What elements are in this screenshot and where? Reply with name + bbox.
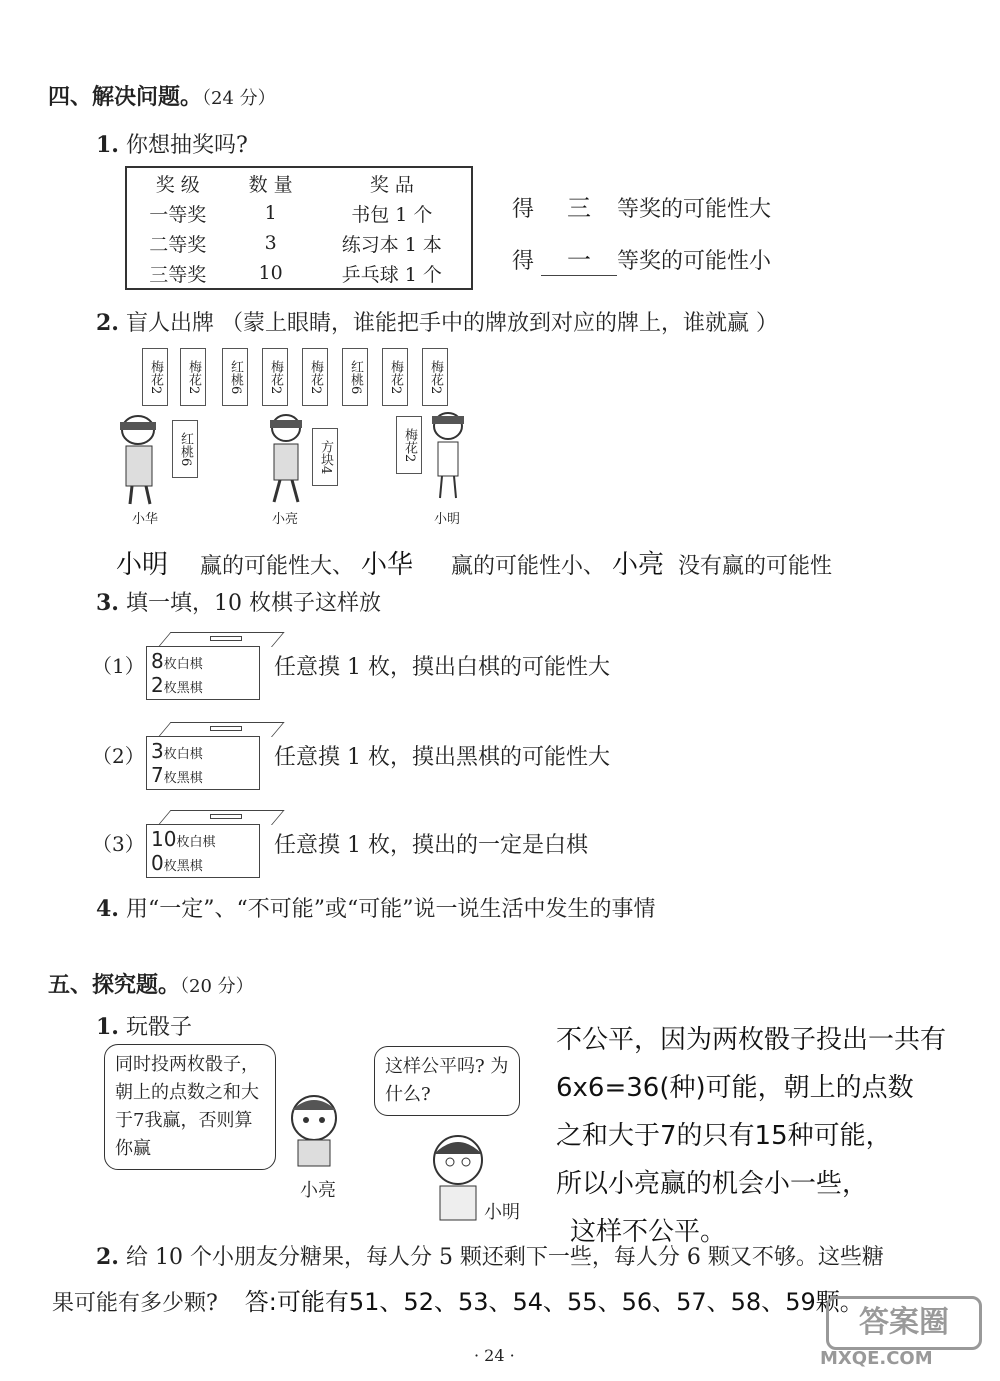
table-cell: 练习本 1 本 <box>341 233 442 256</box>
black-label: 枚黑棋 <box>163 859 203 874</box>
table-row <box>126 258 472 289</box>
speech-bubble-1: 同时投两枚骰子，朝上的点数之和大于7我赢，否则算你赢 <box>104 1044 276 1170</box>
q1-line2-prefix: 得 <box>512 249 535 274</box>
speech-bubble-2: 这样公平吗? 为什么? <box>374 1046 520 1116</box>
watermark-logo: 答案圈 <box>826 1296 982 1350</box>
white-count[interactable]: 8 <box>151 649 164 673</box>
table-row <box>126 228 472 258</box>
answer-line: 这样不公平。 <box>570 1217 727 1247</box>
white-count[interactable]: 3 <box>151 739 164 763</box>
q3-item2-desc: 任意摸 1 枚，摸出黑棋的可能性大 <box>274 745 610 770</box>
box-slot <box>210 726 242 731</box>
q1-line1 <box>512 188 771 223</box>
q3-number: 3. <box>96 590 119 616</box>
s5-q2-line1 <box>96 1240 884 1271</box>
q1-line2 <box>512 240 771 276</box>
black-count[interactable]: 7 <box>151 763 164 787</box>
card-top-7: 梅花2 <box>382 348 408 406</box>
s5-q1-title <box>96 1010 192 1041</box>
box-white-line <box>151 739 203 763</box>
q1-title <box>96 128 248 159</box>
answer-line: 不公平，因为两枚骰子投出一共有 <box>556 1025 947 1055</box>
card-top-2: 梅花2 <box>180 348 206 406</box>
q2-answer-line <box>116 544 832 581</box>
q3-item1-label: （1） <box>92 654 145 678</box>
header-prize: 奖 品 <box>369 173 414 196</box>
s5-q2-answer[interactable]: 答:可能有51、52、53、54、55、56、57、58、59颗。 <box>244 1288 864 1316</box>
box-front <box>146 646 260 700</box>
section4-heading <box>48 80 276 111</box>
kid-xiaohua-figure <box>108 408 178 508</box>
black-count[interactable]: 2 <box>151 673 164 697</box>
q2-number: 2. <box>96 310 119 336</box>
box-slot <box>210 636 242 641</box>
section5-title: 五、探究题。 <box>48 972 181 998</box>
box-black-line <box>151 851 203 875</box>
card-top-1: 梅花2 <box>142 348 168 406</box>
box-black-line <box>151 673 203 697</box>
box-white-line <box>151 649 203 673</box>
box-white-line <box>151 827 215 851</box>
q1-line2-suffix: 等奖的可能性小 <box>617 249 772 274</box>
table-cell: 书包 1 个 <box>351 203 433 226</box>
kid-name-3: 小明 <box>434 512 461 527</box>
card-top-5: 梅花2 <box>302 348 328 406</box>
section4-title: 四、解决问题。 <box>48 84 203 110</box>
black-label: 枚黑棋 <box>163 771 203 786</box>
box-front <box>146 824 260 878</box>
card-top-6: 红桃6 <box>342 348 368 406</box>
white-label: 枚白棋 <box>163 657 203 672</box>
box-front <box>146 736 260 790</box>
prize-table-header <box>126 167 472 198</box>
kid-name-2: 小亮 <box>272 512 299 527</box>
q2-text: 盲人出牌 （蒙上眼睛，谁能把手中的牌放到对应的牌上，谁就赢 ） <box>125 311 778 336</box>
table-cell: 3 <box>264 232 277 254</box>
section5-points: （20 分） <box>180 976 254 997</box>
table-cell: 三等奖 <box>149 263 207 286</box>
q2-answer-text2: 赢的可能性小、 <box>451 554 606 579</box>
s5-q2-number: 2. <box>96 1244 119 1270</box>
white-label: 枚白棋 <box>176 835 216 850</box>
card-top-3: 红桃6 <box>222 348 248 406</box>
answer-line: 6x6=36(种)可能，朝上的点数 <box>556 1073 914 1103</box>
s5-kid2-name: 小明 <box>484 1202 520 1223</box>
q3-item1-desc: 任意摸 1 枚，摸出白棋的可能性大 <box>274 655 610 680</box>
q2-answer-text3: 没有赢的可能性 <box>678 554 833 579</box>
kid-name-1: 小华 <box>132 512 159 527</box>
q1-line1-prefix: 得 <box>512 197 535 222</box>
card-top-8: 梅花2 <box>422 348 448 406</box>
card-top-4: 梅花2 <box>262 348 288 406</box>
table-row <box>126 198 472 228</box>
dice-kid-figure <box>276 1090 356 1170</box>
q3-text: 填一填，10 枚棋子这样放 <box>125 591 381 616</box>
held-card-2: 方块4 <box>312 428 338 486</box>
q4-number: 4. <box>96 896 119 922</box>
q2-answer2[interactable]: 小华 <box>361 550 414 580</box>
held-card-3: 梅花2 <box>396 416 422 474</box>
q3-item3-desc: 任意摸 1 枚，摸出的一定是白棋 <box>274 833 588 858</box>
q4-text: 用“一定”、“不可能”或“可能”说一说生活中发生的事情 <box>125 897 656 922</box>
black-count[interactable]: 0 <box>151 851 164 875</box>
answer-line: 所以小亮赢的机会小一些， <box>556 1169 869 1199</box>
q1-line1-suffix: 等奖的可能性大 <box>617 197 772 222</box>
s5-q1-answer[interactable] <box>556 1016 946 1256</box>
page-number: · 24 · <box>474 1346 515 1365</box>
white-count[interactable]: 10 <box>151 827 177 851</box>
white-label: 枚白棋 <box>163 747 203 762</box>
prize-table <box>125 166 473 290</box>
held-card-1: 红桃6 <box>172 420 198 478</box>
s5-q1-number: 1. <box>96 1014 119 1040</box>
q3-title <box>96 586 381 617</box>
table-cell: 乒乓球 1 个 <box>341 263 442 286</box>
q2-answer1[interactable]: 小明 <box>116 550 169 580</box>
q1-text: 你想抽奖吗? <box>125 133 248 158</box>
q1-answer2[interactable]: 一 <box>541 240 617 276</box>
q2-answer-text1: 赢的可能性大、 <box>200 554 355 579</box>
q1-answer1[interactable]: 三 <box>567 194 592 222</box>
answer-line: 之和大于7的只有15种可能， <box>556 1121 892 1151</box>
box-slot <box>210 814 242 819</box>
table-cell: 1 <box>264 202 277 224</box>
q4-title <box>96 892 655 923</box>
table-cell: 二等奖 <box>149 233 207 256</box>
q3-item3-label: （3） <box>92 832 145 856</box>
section5-heading <box>48 968 254 999</box>
s5-q1-text: 玩骰子 <box>125 1015 192 1040</box>
table-cell: 一等奖 <box>149 203 207 226</box>
watermark-url: MXQE.COM <box>820 1348 933 1369</box>
s5-q2-text2: 果可能有多少颗? <box>52 1291 218 1316</box>
black-label: 枚黑棋 <box>163 681 203 696</box>
q1-number: 1. <box>96 132 119 158</box>
s5-q2-line2 <box>52 1282 864 1317</box>
kid-xiaoming-figure <box>420 404 480 504</box>
box-black-line <box>151 763 203 787</box>
section4-points: （24 分） <box>202 88 276 109</box>
table-cell: 10 <box>258 262 283 284</box>
q2-title <box>96 306 778 337</box>
q2-answer3[interactable]: 小亮 <box>612 550 665 580</box>
header-level: 奖 级 <box>155 173 200 196</box>
header-quantity: 数 量 <box>248 173 293 196</box>
s5-q2-text1: 给 10 个小朋友分糖果，每人分 5 颗还剩下一些，每人分 6 颗又不够。这些糖 <box>125 1245 884 1270</box>
s5-kid1-name: 小亮 <box>300 1180 336 1201</box>
q3-item2-label: （2） <box>92 744 145 768</box>
